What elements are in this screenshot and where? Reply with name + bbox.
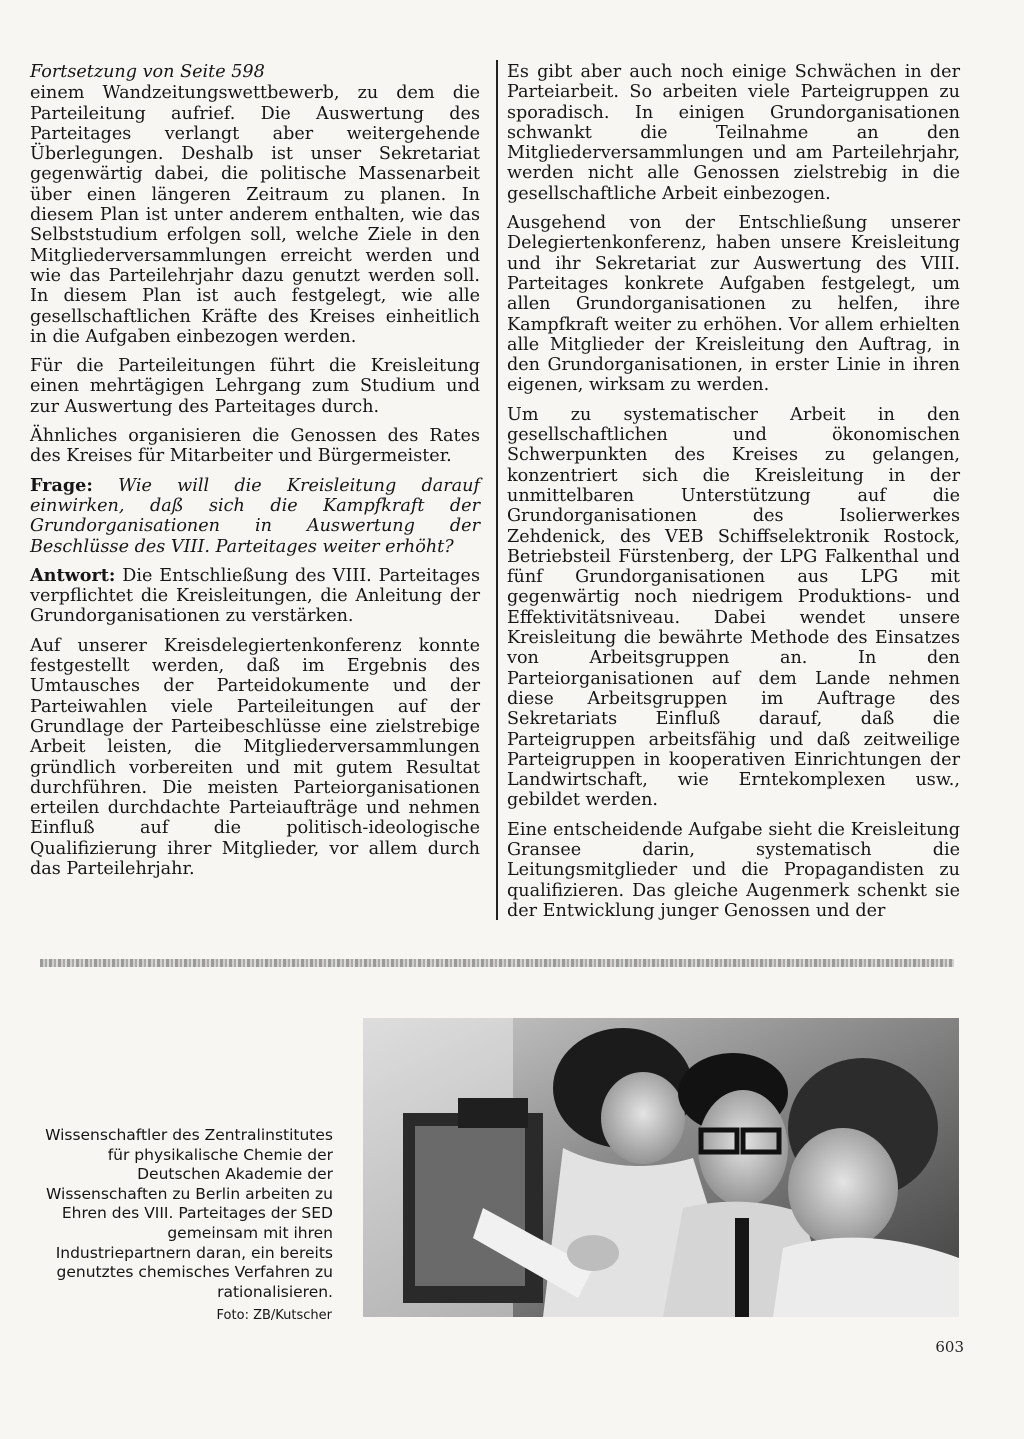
page-number: 603: [935, 1338, 964, 1356]
photo-caption: Wissenschaftler des Zentralinstitutes für physikalische Chemie der Deutschen Akademie der Wissenschaften zu Berlin arbeiten zu Ehren des VIII. Parteitages der SED gemeinsam mit ihren Industriepartnern daran, ein bereits genutztes chemisches Verfahren zu rationalisieren.: [45, 1126, 333, 1301]
photo-illustration: [363, 1018, 959, 1317]
continuation-note: Fortsetzung von Seite 598: [30, 62, 265, 82]
paragraph: Ähnliches organisieren die Genossen des Rates des Kreises für Mitarbeiter und Bürgermeister.: [30, 426, 480, 467]
paragraph: Auf unserer Kreisdelegiertenkonferenz konnte festgestellt werden, daß im Ergebnis des Umtausches der Parteidokumente und der Parteiwahlen viele Parteileitungen auf der Grundlage der Parteibeschlüsse eine zielstrebige Arbeit leisten, die Mitgliederversammlungen gründlich vorbereiten und mit gutem Resultat durchführen. Die meisten Parteiorganisationen erteilen durchdachte Parteiaufträge und nehmen Einfluß auf die politisch-ideologische Qualifizierung ihrer Mitglieder, vor allem durch das Parteilehrjahr.: [30, 635, 480, 879]
answer-label: Antwort:: [30, 564, 116, 586]
section-separator: [40, 959, 954, 967]
paragraph: Es gibt aber auch noch einige Schwächen in der Parteiarbeit. So arbeiten viele Parteigruppen zu sporadisch. In einigen Grundorganisationen schwankt die Teilnahme an den Mitgliederversammlungen und am Parteilehrjahr, werden nicht alle Genossen zielstrebig in die gesellschaftliche Arbeit einbezogen.: [507, 62, 960, 204]
paragraph: einem Wandzeitungswettbewerb, zu dem die Parteileitung aufrief. Die Auswertung des Parteitages verlangt aber weitergehende Überlegungen. Deshalb ist unser Sekretariat gegenwärtig dabei, die politische Massenarbeit über einen längeren Zeitraum zu planen. In diesem Plan ist unter anderem enthalten, wie das Selbststudium erfolgen soll, welche Ziele in den Mitgliederversammlungen erreicht werden und wie das Parteilehrjahr dazu genutzt werden soll. In diesem Plan ist auch festgelegt, wie alle gesellschaftlichen Kräfte des Kreises einheitlich in die Aufgaben einbezogen werden.: [30, 83, 480, 347]
answer-text: Die Entschließung des VIII. Parteitages verpflichtet die Kreisleitungen, die Anleitung der Grundorganisationen zu verstärken.: [30, 565, 480, 627]
question-text: Wie will die Kreisleitung darauf einwirken, daß sich die Kampfkraft der Grundorganisationen in Auswertung der Beschlüsse des VIII. Parteitages weiter erhöht?: [30, 475, 480, 557]
paragraph: Ausgehend von der Entschließung unserer Delegiertenkonferenz, haben unsere Kreisleitung und ihr Sekretariat zur Auswertung des VIII. Parteitages konkrete Aufgaben festgelegt, um allen Grundorganisationen zu helfen, ihre Kampfkraft weiter zu erhöhen. Vor allem erhielten alle Mitglieder der Kreisleitung den Auftrag, in den Grundorganisationen, in erster Linie in ihren eigenen, wirksam zu werden.: [507, 213, 960, 396]
left-column: [30, 62, 480, 888]
question-label: Frage:: [30, 474, 93, 496]
answer-paragraph: [30, 566, 480, 627]
column-divider: [496, 60, 498, 920]
photo-credit: Foto: ZB/Kutscher: [216, 1308, 332, 1323]
right-column: [507, 62, 960, 930]
paragraph: Für die Parteileitungen führt die Kreisleitung einen mehrtägigen Lehrgang zum Studium und zur Auswertung des Parteitages durch.: [30, 356, 480, 417]
scientists-photo: [363, 1018, 959, 1317]
paragraph: Um zu systematischer Arbeit in den gesellschaftlichen und ökonomischen Schwerpunkten des Kreises zu gelangen, konzentriert sich die Kreisleitung in der unmittelbaren Unterstützung auf die Grundorganisationen des Isolierwerkes Zehdenick, des VEB Schiffselektronik Rostock, Betriebsteil Fürstenberg, der LPG Falkenthal und fünf Grundorganisationen aus LPG mit gegenwärtig noch niedrigem Produktions- und Effektivitätsniveau. Dabei wendet unsere Kreisleitung die bewährte Methode des Einsatzes von Arbeitsgruppen an. In den Parteiorganisationen auf dem Lande nehmen diese Arbeitsgruppen im Auftrage des Sekretariats Einfluß darauf, daß die Parteigruppen arbeitsfähig und daß zeitweilige Parteigruppen in kooperativen Einrichtungen der Landwirtschaft, wie Erntekomplexen usw., gebildet werden.: [507, 404, 960, 811]
paragraph: Eine entscheidende Aufgabe sieht die Kreisleitung Gransee darin, systematisch die Leitungsmitglieder und die Propagandisten zu qualifizieren. Das gleiche Augenmerk schenkt sie der Entwicklung junger Genossen und der: [507, 819, 960, 921]
question-paragraph: [30, 476, 480, 557]
